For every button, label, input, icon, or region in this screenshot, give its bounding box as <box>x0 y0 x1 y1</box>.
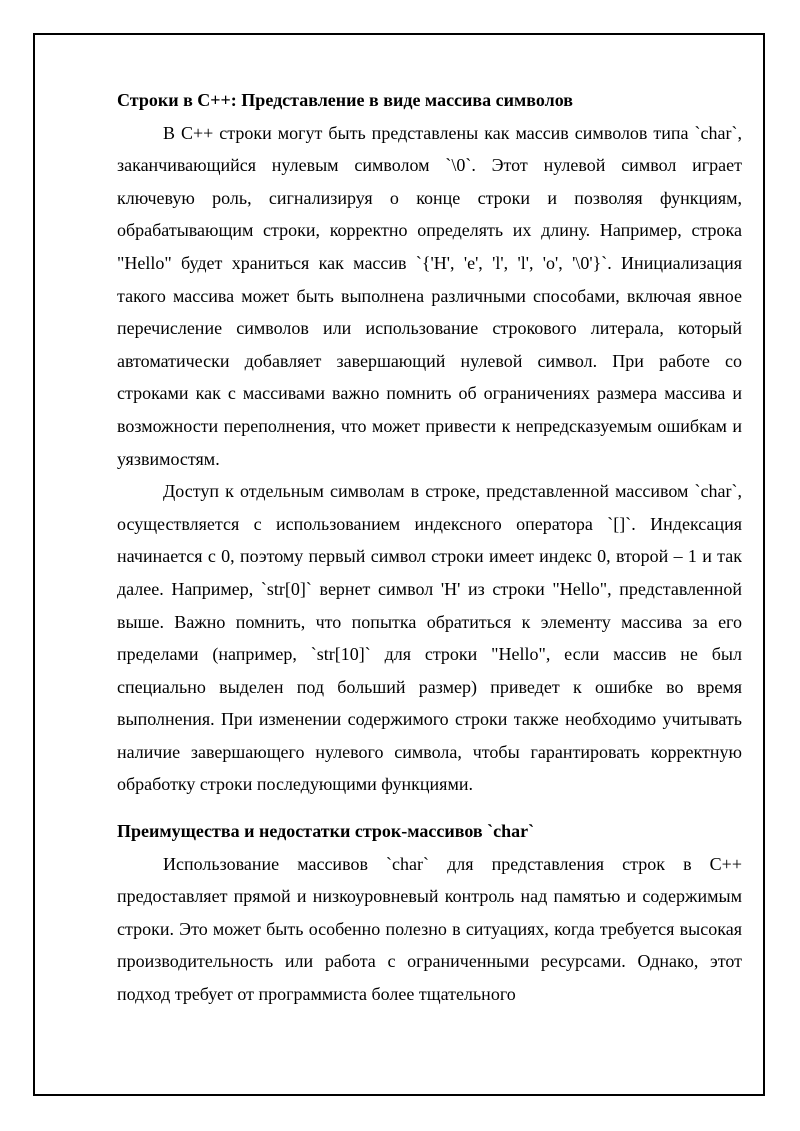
paragraph-pros-and-cons: Использование массивов `char` для представления строк в C++ предоставляет прямой и низкоуровневый контроль над памятью и содержимым строки. Это может быть особенно полезно в ситуациях, когда требуется высокая производительность или работа с ограниченными ресурсами. Однако, этот подход требует от программиста более тщательного <box>117 853 742 1005</box>
section-spacer <box>117 801 742 815</box>
paragraph-null-terminated-strings: В C++ строки могут быть представлены как массив символов типа `char`, заканчивающийся нулевым символом `\0`. Этот нулевой символ играет ключевую роль, сигнализируя о конце строки и позволяя функциям, обрабатывающим строки, корректно определять их длину. Например, строка "Hello" будет храниться как массив `{'H', 'e', 'l', 'l', 'o', '\0'}`. Инициализация такого массива может быть выполнена различными способами, включая явное перечисление символов или использование строкового литерала, который автоматически добавляет завершающий нулевой символ. При работе со строками как с массивами важно помнить об ограничениях размера массива и возможности переполнения, что может привести к непредсказуемым ошибкам и уязвимостям. <box>117 122 742 469</box>
section-heading-pros-and-cons: Преимущества и недостатки строк-массивов `char` <box>117 821 535 842</box>
document-body <box>117 84 742 1011</box>
paragraph-character-access: Доступ к отдельным символам в строке, представленной массивом `char`, осуществляется с использованием индексного оператора `[]`. Индексация начинается с 0, поэтому первый символ строки имеет индекс 0, второй – 1 и так далее. Например, `str[0]` вернет символ 'H' из строки "Hello", представленной выше. Важно помнить, что попытка обратиться к элементу массива за его пределами (например, `str[10]` для строки "Hello", если массив не был специально выделен под больший размер) приведет к ошибке во время выполнения. При изменении содержимого строки также необходимо учитывать наличие завершающего нулевого символа, чтобы гарантировать корректную обработку строки последующими функциями. <box>117 481 742 795</box>
section-heading-strings-as-char-array: Строки в C++: Представление в виде массива символов <box>117 90 573 110</box>
